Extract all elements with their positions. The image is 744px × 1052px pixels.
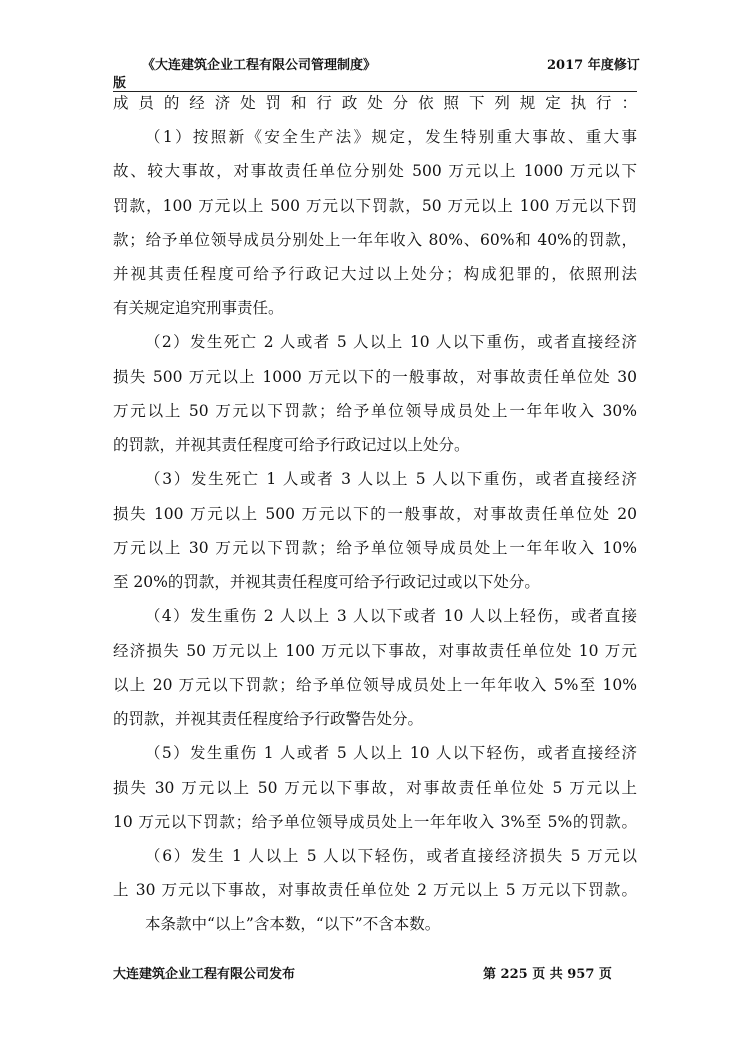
version-label-continued: 版	[113, 76, 127, 91]
paragraph-1-line: （1）按照新《安全生产法》规定，发生特别重大事故、重大事	[145, 128, 637, 146]
paragraph-3-line: （3）发生死亡 1 人或者 3 人以上 5 人以下重伤，或者直接经济	[145, 470, 637, 488]
paragraph-4-line: 经济损失 50 万元以上 100 万元以下事故，对事故责任单位处 10 万元	[113, 642, 637, 660]
paragraph-1-line: 罚款，100 万元以上 500 万元以下罚款，50 万元以上 100 万元以下罚	[113, 197, 637, 215]
paragraph-2-line: 万元以上 50 万元以下罚款；给予单位领导成员处上一年年收入 30%	[113, 402, 637, 420]
version-label: 2017 年度修订	[547, 58, 640, 73]
paragraph-2-line: （2）发生死亡 2 人或者 5 人以上 10 人以下重伤，或者直接经济	[145, 333, 637, 351]
paragraph-5-line: 损失 30 万元以上 50 万元以下事故，对事故责任单位处 5 万元以上	[113, 779, 637, 797]
paragraph-3-line: 损失 100 万元以上 500 万元以下的一般事故，对事故责任单位处 20	[113, 505, 637, 523]
paragraph-4-line: 以上 20 万元以下罚款；给予单位领导成员处上一年年收入 5%至 10%	[113, 676, 637, 694]
paragraph-2-line: 的罚款，并视其责任程度可给予行政记过以上处分。	[113, 436, 470, 454]
paragraph-6-line: 上 30 万元以下事故，对事故责任单位处 2 万元以上 5 万元以下罚款。	[113, 881, 637, 899]
note-line: 本条款中“以上”含本数，“以下”不含本数。	[145, 915, 441, 933]
paragraph-1-line: 款；给予单位领导成员分别处上一年年收入 80%、60%和 40%的罚款，	[113, 231, 637, 249]
paragraph-1-line: 并视其责任程度可给予行政记大过以上处分；构成犯罪的，依照刑法	[113, 265, 637, 283]
header-rule	[113, 91, 637, 92]
paragraph-2-line: 损失 500 万元以上 1000 万元以下的一般事故，对事故责任单位处 30	[113, 368, 637, 386]
publisher-label: 大连建筑企业工程有限公司发布	[113, 967, 296, 982]
paragraph-5-line: （5）发生重伤 1 人或者 5 人以上 10 人以下轻伤，或者直接经济	[145, 744, 637, 762]
paragraph-5-line: 10 万元以下罚款；给予单位领导成员处上一年年收入 3%至 5%的罚款。	[113, 813, 637, 831]
page-number: 第 225 页 共 957 页	[483, 967, 612, 982]
paragraph-3-line: 至 20%的罚款，并视其责任程度可给予行政记过或以下处分。	[113, 573, 540, 591]
document-title: 《大连建筑企业工程有限公司管理制度》	[142, 58, 377, 73]
paragraph-1-line: 故、较大事故，对事故责任单位分别处 500 万元以上 1000 万元以下	[113, 162, 637, 180]
paragraph-1-line: 有关规定追究刑事责任。	[113, 299, 284, 317]
paragraph-4-line: 的罚款，并视其责任程度给予行政警告处分。	[113, 710, 424, 728]
paragraph-6-line: （6）发生 1 人以上 5 人以下轻伤，或者直接经济损失 5 万元以	[145, 847, 637, 865]
paragraph-4-line: （4）发生重伤 2 人以上 3 人以下或者 10 人以上轻伤，或者直接	[145, 607, 637, 625]
paragraph-3-line: 万元以上 30 万元以下罚款；给予单位领导成员处上一年年收入 10%	[113, 539, 637, 557]
text-line: 成员的经济处罚和行政处分依照下列规定执行：	[113, 94, 637, 112]
